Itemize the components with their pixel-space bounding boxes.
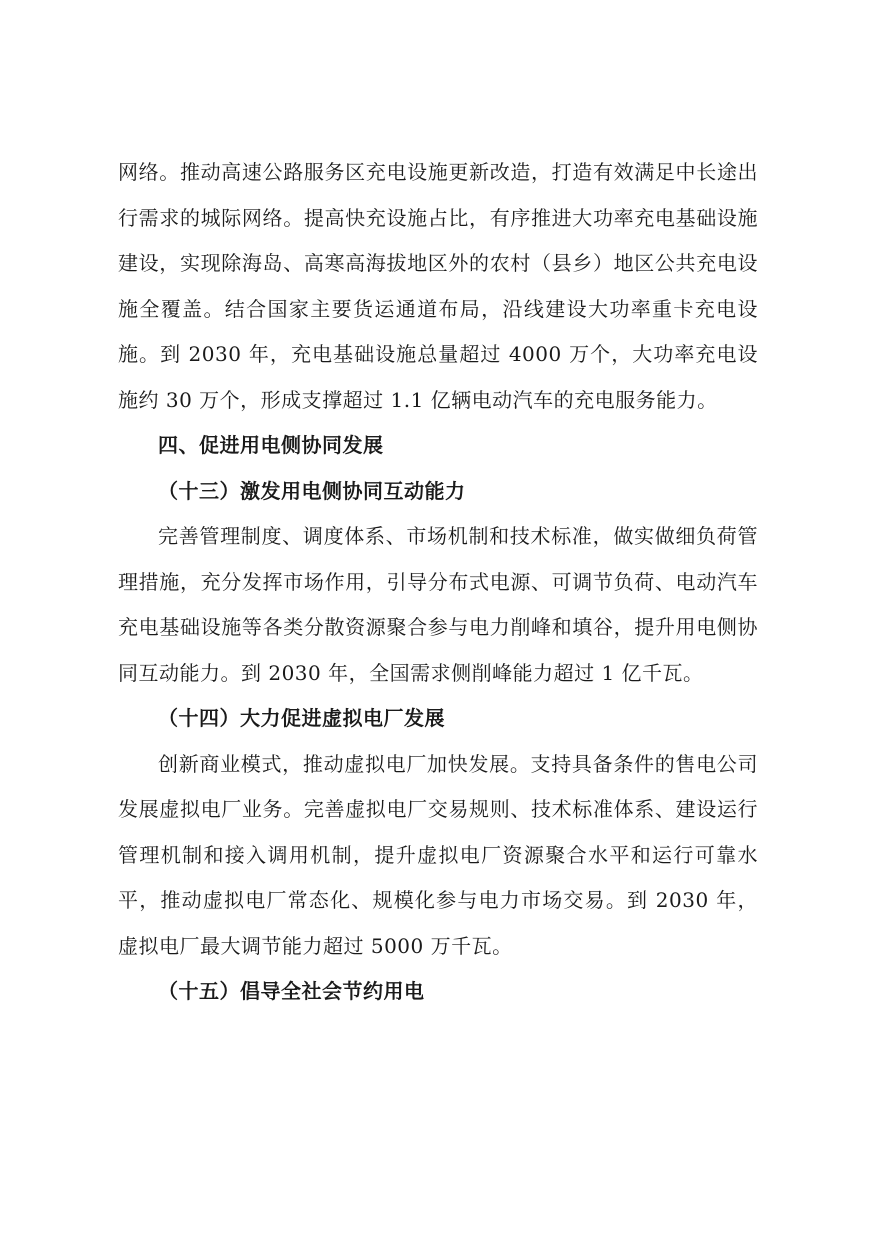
- section-four-heading: 四、促进用电侧协同发展: [158, 433, 384, 457]
- subsection-13-heading: （十三）激发用电侧协同互动能力: [158, 478, 466, 503]
- document-body: [118, 150, 758, 1015]
- subsection-14-heading: （十四）大力促进虚拟电厂发展: [158, 706, 445, 730]
- subsection-15-heading: （十五）倡导全社会节约用电: [158, 979, 425, 1003]
- subsection-14-body: 创新商业模式，推动虚拟电厂加快发展。支持具备条件的售电公司发展虚拟电厂业务。完善虚拟电厂交易规则、技术标准体系、建设运行管理机制和接入调用机制，提升虚拟电厂资源聚合水平和运行可靠水平，推动虚拟电厂常态化、规模化参与电力市场交易。到 2030 年，虚拟电厂最大调节能力超过 5000 万千瓦。: [118, 751, 758, 958]
- paragraph-continuation: 网络。推动高速公路服务区充电设施更新改造，打造有效满足中长途出行需求的城际网络。提高快充设施占比，有序推进大功率充电基础设施建设，实现除海岛、高寒高海拔地区外的农村（县乡）地区公共充电设施全覆盖。结合国家主要货运通道布局，沿线建设大功率重卡充电设施。到 2030 年，充电基础设施总量超过 4000 万个，大功率充电设施约 30 万个，形成支撑超过 1.1 亿辆电动汽车的充电服务能力。: [118, 160, 758, 412]
- subsection-13-body: 完善管理制度、调度体系、市场机制和技术标准，做实做细负荷管理措施，充分发挥市场作用，引导分布式电源、可调节负荷、电动汽车充电基础设施等各类分散资源聚合参与电力削峰和填谷，提升用电侧协同互动能力。到 2030 年，全国需求侧削峰能力超过 1 亿千瓦。: [118, 524, 758, 685]
